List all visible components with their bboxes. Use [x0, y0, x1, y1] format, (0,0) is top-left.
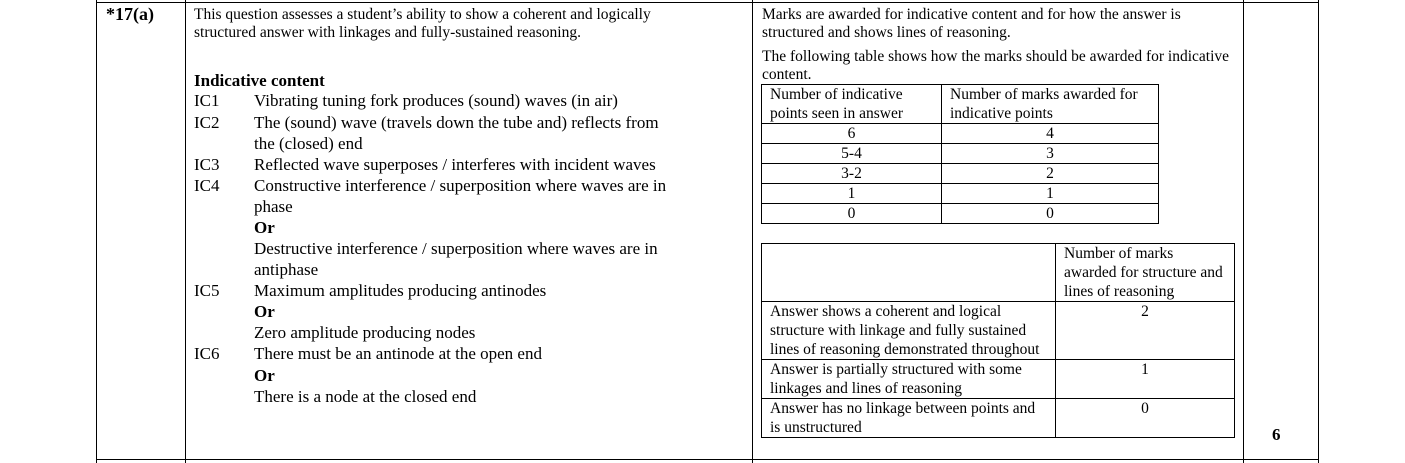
table-cell: 5-4: [762, 144, 942, 164]
table-row: [762, 399, 1235, 438]
question-description: This question assesses a student’s ability to show a coherent and logically structured answer with linkages and fully-sustained reasoning.: [194, 6, 651, 41]
table-cell: 1: [1056, 360, 1235, 399]
grid-line: [96, 2, 1318, 3]
table-cell: 0: [762, 204, 942, 224]
table-cell: 2: [942, 164, 1159, 184]
grid-line: [96, 459, 1318, 460]
table-row: [762, 164, 1159, 184]
table-cell: 0: [942, 204, 1159, 224]
table-cell: 3-2: [762, 164, 942, 184]
table-cell: 3: [942, 144, 1159, 164]
table-row: [762, 144, 1159, 164]
table-cell: 4: [942, 124, 1159, 144]
ic-text: There is a node at the closed end: [254, 387, 477, 406]
ic-code: IC1: [194, 91, 220, 110]
ic-code: IC5: [194, 281, 220, 300]
ic-or: Or: [254, 302, 275, 321]
table-header-row: [762, 85, 1159, 124]
ic-text: phase: [254, 197, 293, 216]
table-header-cell: Number of marks awarded for structure and lines of reasoning: [1056, 244, 1235, 302]
question-number: *17(a): [106, 4, 154, 24]
grid-line: [96, 0, 97, 463]
table-header-cell: Number of marks awarded for indicative points: [942, 85, 1159, 124]
table-row: [762, 124, 1159, 144]
ic-code: IC6: [194, 344, 220, 363]
ic-code: IC3: [194, 155, 220, 174]
ic-text: antiphase: [254, 260, 319, 279]
table-row: [762, 360, 1235, 399]
table-cell: Answer is partially structured with some linkages and lines of reasoning: [762, 360, 1056, 399]
grid-line: [185, 0, 186, 463]
guidance-intro: Marks are awarded for indicative content and for how the answer is structured and shows lines of reasoning.: [762, 6, 1181, 41]
ic-text: Vibrating tuning fork produces (sound) waves (in air): [254, 91, 618, 110]
ic-text: Reflected wave superposes / interferes with incident waves: [254, 155, 656, 174]
table-cell: Answer shows a coherent and logical structure with linkage and fully sustained lines of reasoning demonstrated throughout: [762, 302, 1056, 360]
table-row: [762, 302, 1235, 360]
ic-code: IC2: [194, 113, 220, 132]
table-cell: 0: [1056, 399, 1235, 438]
table-header-row: [762, 244, 1235, 302]
table-cell: 1: [762, 184, 942, 204]
table-row: [762, 184, 1159, 204]
table-row: [762, 204, 1159, 224]
ic-text: the (closed) end: [254, 134, 363, 153]
ic-text: Destructive interference / superposition where waves are in: [254, 239, 658, 258]
ic-text: Maximum amplitudes producing antinodes: [254, 281, 547, 300]
table-cell: Answer has no linkage between points and is unstructured: [762, 399, 1056, 438]
indicative-heading: Indicative content: [194, 71, 325, 90]
structure-marks-table: [761, 243, 1235, 438]
ic-code: IC4: [194, 176, 220, 195]
ic-or: Or: [254, 366, 275, 385]
table-cell: 1: [942, 184, 1159, 204]
ic-text: Constructive interference / superposition where waves are in: [254, 176, 667, 195]
grid-line: [1318, 0, 1319, 463]
table-cell: 6: [762, 124, 942, 144]
ic-text: The (sound) wave (travels down the tube and) reflects from: [254, 113, 659, 132]
grid-line: [1243, 0, 1244, 463]
indicative-marks-table: [761, 84, 1159, 224]
grid-line: [752, 0, 753, 463]
table-header-cell: [762, 244, 1056, 302]
ic-or: Or: [254, 218, 275, 237]
ic-text: There must be an antinode at the open end: [254, 344, 542, 363]
table-header-cell: Number of indicative points seen in answer: [762, 85, 942, 124]
ic-text: Zero amplitude producing nodes: [254, 323, 476, 342]
total-marks: 6: [1272, 425, 1281, 444]
table-cell: 2: [1056, 302, 1235, 360]
table-intro: The following table shows how the marks should be awarded for indicative content.: [762, 48, 1230, 83]
